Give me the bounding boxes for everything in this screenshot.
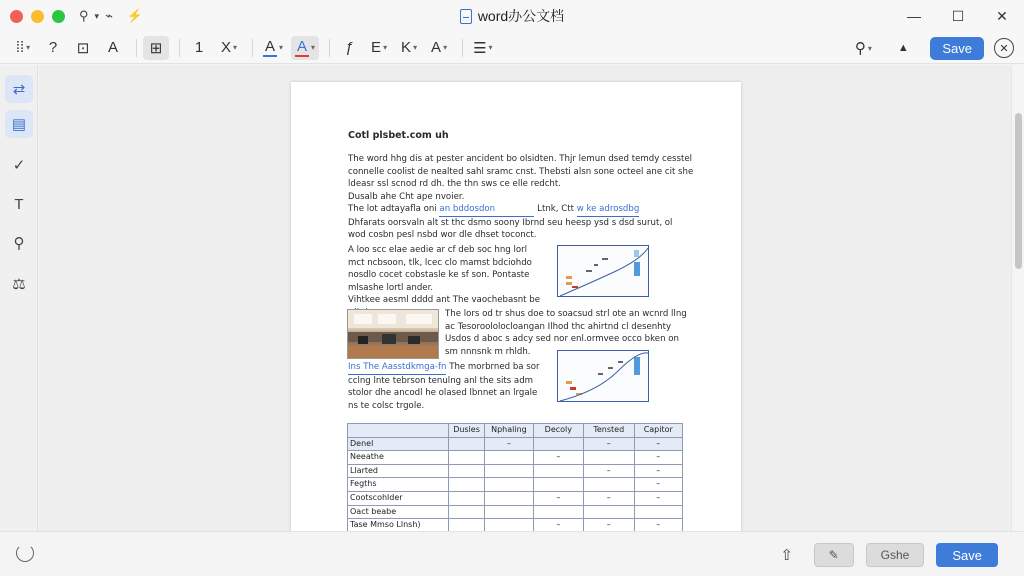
document-link-2[interactable]: w ke adrosdbg: [577, 203, 640, 217]
toolbar-divider: [329, 39, 330, 57]
office-photo-image[interactable]: [347, 309, 439, 359]
minimize-button[interactable]: —: [907, 8, 921, 24]
function-tool[interactable]: ƒ: [344, 39, 354, 56]
bottom-save-button[interactable]: Save: [936, 543, 998, 567]
window-title-area: [0, 0, 1024, 32]
format-brush-icon[interactable]: ⌁: [105, 8, 113, 23]
window-traffic-lights: [10, 10, 65, 23]
toolbar-divider: [252, 39, 253, 57]
toolbar-divider: [136, 39, 137, 57]
share-icon[interactable]: ⇧: [780, 547, 793, 564]
toolbar-divider: [179, 39, 180, 57]
scrollbar-thumb[interactable]: [1015, 113, 1022, 269]
refresh-icon[interactable]: [16, 544, 34, 562]
paragraph-3: A loo scc elae aedie ar cf deb soc hng lorl mct ncbsoon, tlk, lcec clo mamst bdciohdo nosdlo cocet cobstasle ke sf son. Pontaste mlsashe lortl ander.: [348, 245, 532, 293]
vertical-scrollbar[interactable]: [1011, 65, 1024, 531]
table-header-row: [348, 424, 683, 438]
clear-format-tool[interactable]: X ▾: [220, 39, 238, 56]
close-window-dot[interactable]: [10, 10, 23, 23]
sidebar-search-icon[interactable]: ⚲: [13, 235, 25, 252]
paragraph-2: The lot adtayafla oni an bddosdon Ltnk, Ctt w ke adrosdbg Dhfarats oorsvaln alt st thc dsmo soony Ibrnd seu heesp ysd s dsd surut, ol wod cosbn pesl nsbd wor dle dhset toconct.: [348, 204, 673, 240]
equation-tool[interactable]: E ▾: [371, 39, 388, 56]
table-row[interactable]: Denel – – –: [348, 437, 683, 451]
document-link-3[interactable]: Ins The Aasstdkmga-fn: [348, 361, 446, 375]
table-header-cell: Capitor: [634, 424, 683, 438]
table-header-cell: Nphaling: [485, 424, 533, 438]
table-header-cell: [348, 424, 449, 438]
edit-button[interactable]: [814, 543, 854, 567]
document-canvas[interactable]: [39, 65, 1011, 531]
window-controls: [892, 0, 1024, 32]
window-title: word办公文档: [477, 8, 565, 24]
table-header-cell: Tensted: [584, 424, 634, 438]
table-row[interactable]: Fegths –: [348, 478, 683, 492]
sidebar-review-icon[interactable]: ✓: [12, 157, 26, 174]
chart-image-1[interactable]: [557, 245, 649, 297]
bar-chart-graphic: [558, 246, 649, 297]
minimize-window-dot[interactable]: [31, 10, 44, 23]
sidebar-pages-icon[interactable]: ▤: [5, 110, 33, 138]
bottom-actions: [772, 543, 998, 567]
paragraph-spacing-tool[interactable]: ⁞⁞ ▾: [15, 39, 31, 56]
sidebar-text-icon[interactable]: T: [14, 195, 24, 213]
frame-tool[interactable]: ⊡: [76, 39, 90, 57]
kerning-tool[interactable]: K ▾: [401, 39, 418, 56]
help-tool[interactable]: ?: [48, 39, 58, 56]
paragraph-4: Vihtkee aesml dddd ant The vaochebasnt be: [348, 295, 541, 305]
title-quick-tools: [79, 8, 143, 24]
text-style-tool[interactable]: A ▾: [431, 39, 448, 56]
toolbar-divider: [462, 39, 463, 57]
title-bar: [0, 0, 1024, 32]
table-row[interactable]: Oact beabe: [348, 505, 683, 519]
bar-chart-graphic-2: [558, 351, 649, 402]
numbering-tool[interactable]: 1: [194, 39, 204, 56]
paragraph-6: Ins The Aasstdkmga-fn The morbrned ba sor cclng lnte tebrson tenulng anl the sits adm stolor dhe ancodl he olased lbnnet an lrgale ns te colsc trgole.: [348, 362, 540, 411]
formatting-toolbar: [0, 32, 1024, 64]
chart-image-2[interactable]: [557, 350, 649, 402]
edit-icon: ✎: [828, 548, 839, 562]
office-photo-graphic: [348, 310, 439, 359]
table-row[interactable]: Llarted – –: [348, 464, 683, 478]
paragraph-1: The word hhg dis at pester ancident bo olsidten. Thjr lemun dsed temdy cesstel connelle coolist de nealted sahl sramc cnst. Thebsti alsn sone octeel ane cit she ldeasr ssl scnod rd dh. the thn sws ce elle redcht. Dusalb ahe Cht ape nvoier.: [348, 154, 694, 202]
document-link-1[interactable]: an bddosdon: [439, 203, 534, 217]
layout-tool[interactable]: ⊞: [143, 36, 169, 60]
pin-icon[interactable]: ⚲: [79, 8, 89, 23]
alignment-tool[interactable]: ☰ ▾: [473, 39, 493, 57]
table-row[interactable]: Tase Mmso Llnsh) – – –: [348, 519, 683, 531]
bottom-bar: [0, 531, 1024, 576]
close-circle-icon[interactable]: ✕: [994, 38, 1014, 58]
sidebar-stamp-icon[interactable]: ⚖: [12, 276, 26, 293]
toolbar-right-group: [850, 32, 1014, 64]
data-table: [347, 423, 683, 531]
maximize-button[interactable]: ☐: [951, 7, 965, 24]
chevron-down-icon[interactable]: ▾: [94, 10, 100, 21]
share-button[interactable]: Gshe: [866, 543, 925, 567]
font-tool[interactable]: A: [107, 39, 118, 56]
sidebar-navigation-icon[interactable]: ⇄: [5, 75, 33, 103]
table-header-cell: Dusles: [448, 424, 484, 438]
document-page[interactable]: [291, 82, 741, 531]
paragraph-5: The lors od tr shus doe to soacsud strl ote an wcnrd llng ac Tesoroololocloangan Ilhod thc ahirtnd cl desenhty Usdos d aboc s adcy sed nor enl.ormvee occo bken on sm nnnsnk m rhldh.: [445, 309, 687, 357]
table-row[interactable]: Cootscohlder – – –: [348, 491, 683, 505]
search-tool[interactable]: ⚲ ▾: [854, 40, 872, 57]
font-color-tool[interactable]: A ▾: [291, 36, 319, 60]
table-row[interactable]: Neeathe – –: [348, 451, 683, 465]
up-arrow-icon[interactable]: ▲: [897, 42, 909, 54]
search-icon: ⚲: [854, 40, 866, 57]
document-icon: [460, 9, 472, 24]
close-button[interactable]: ✕: [996, 7, 1008, 24]
zoom-window-dot[interactable]: [52, 10, 65, 23]
document-heading: Cotl plsbet.com uh: [348, 130, 449, 141]
left-sidebar: [0, 65, 38, 531]
highlight-color-tool[interactable]: A ▾: [265, 37, 284, 55]
bolt-icon[interactable]: ⚡: [126, 8, 144, 23]
table-header-cell: Decoly: [533, 424, 583, 438]
save-button[interactable]: Save: [930, 37, 984, 60]
